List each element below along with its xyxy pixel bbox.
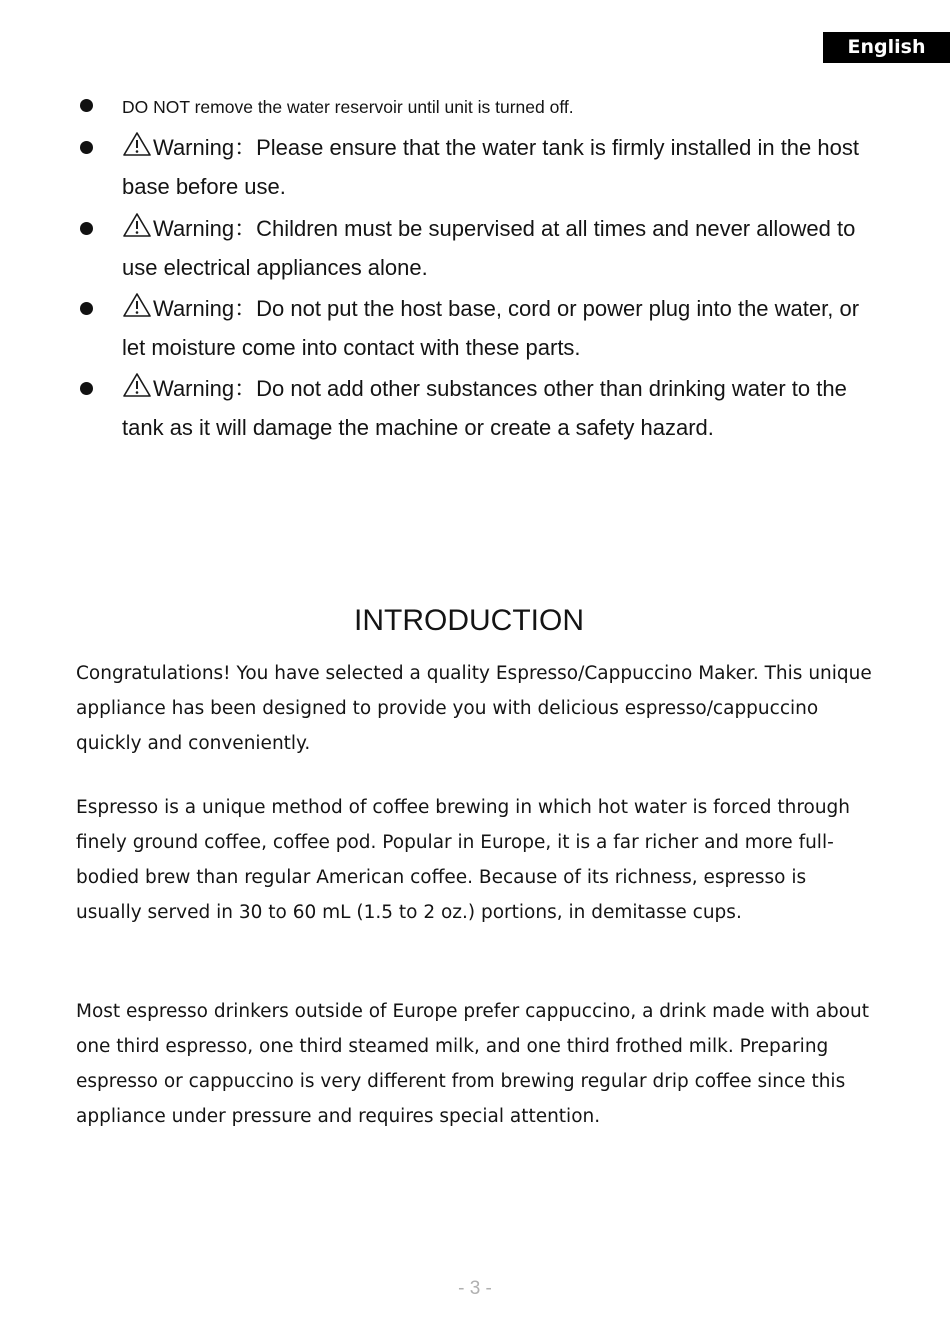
bullet-dot [80, 382, 93, 395]
warning-triangle-icon [122, 372, 152, 398]
warning-triangle-icon [122, 131, 152, 157]
intro-paragraph: Espresso is a unique method of coffee brewing in which hot water is forced through finely ground coffee, coffee pod. Popular in Europe, it is a far richer and more full-bodied brew than regular American coffee. Because of its richness, espresso is usually served in 30 to 60 mL (1.5 to 2 oz.) portions, in demitasse cups. [76, 797, 851, 923]
warning-text: Do not add other substances other than drinking water to the tank as it will damage the machine or create a safety hazard. [122, 376, 847, 440]
bullet-dot [80, 99, 93, 112]
warning-text: Please ensure that the water tank is firmly installed in the host base before use. [122, 135, 859, 199]
warning-triangle-icon [122, 292, 152, 318]
page-number: - 3 - [458, 1278, 492, 1299]
list-item-text [122, 209, 867, 287]
warning-label: Warning： [153, 216, 257, 241]
warning-label: Warning： [153, 135, 257, 160]
warning-label: Warning： [153, 376, 257, 401]
bullet-dot [80, 141, 93, 154]
warning-text: Children must be supervised at all times and never allowed to use electrical appliances alone. [122, 216, 856, 280]
bullet-dot [80, 302, 93, 315]
bullet-dot [80, 222, 93, 235]
list-item-text [122, 128, 867, 206]
warning-label: Warning： [153, 296, 257, 321]
list-item-text [122, 289, 867, 367]
section-heading: INTRODUCTION [354, 604, 584, 637]
warning-text: Do not put the host base, cord or power plug into the water, or let moisture come into contact with these parts. [122, 296, 860, 360]
language-tab: English [823, 32, 950, 63]
intro-paragraph: Most espresso drinkers outside of Europe prefer cappuccino, a drink made with about one third espresso, one third steamed milk, and one third frothed milk. Preparing espresso or cappuccino is very different from brewing regular drip coffee since this appliance under pressure and requires special attention. [76, 1001, 869, 1127]
intro-paragraph: Congratulations! You have selected a quality Espresso/Cappuccino Maker. This unique appliance has been designed to provide you with delicious espresso/cappuccino quickly and conveniently. [76, 663, 872, 754]
warning-triangle-icon [122, 212, 152, 238]
list-item-text: DO NOT remove the water reservoir until unit is turned off. [122, 97, 574, 117]
list-item-text [122, 369, 867, 447]
